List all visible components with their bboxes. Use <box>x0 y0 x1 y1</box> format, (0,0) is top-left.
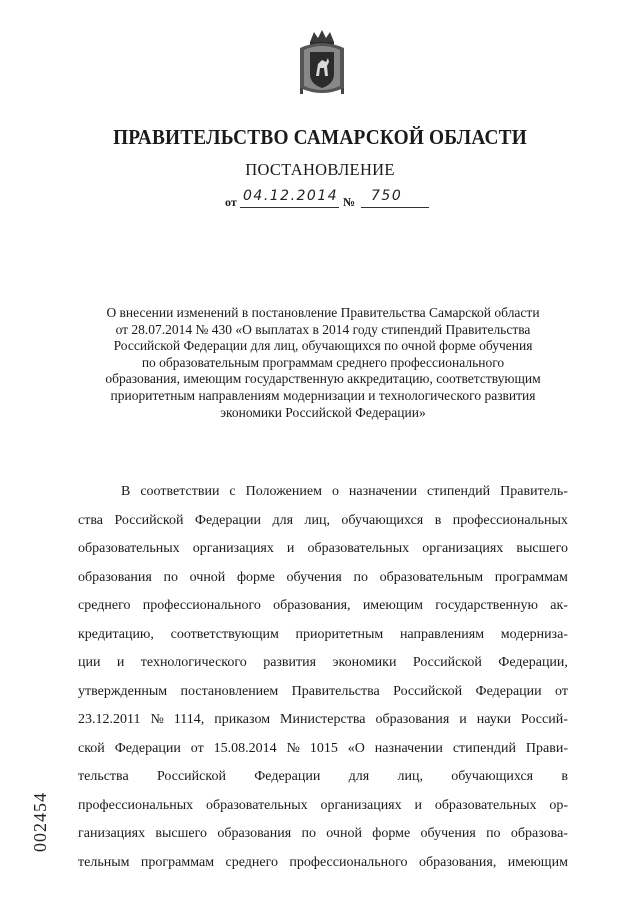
body-word: тельным <box>78 854 130 870</box>
body-word: и <box>116 655 125 670</box>
body-word: образования, <box>273 598 351 613</box>
body-word: организациях <box>320 797 402 813</box>
body-word: по <box>353 569 368 585</box>
handwritten-date: 04.12.2014 <box>243 188 339 204</box>
body-word: Федерации <box>475 683 542 699</box>
number-prefix: № <box>343 195 356 209</box>
body-word: Министерства <box>280 712 366 727</box>
organization-title: ПРАВИТЕЛЬСТВО САМАРСКОЙ ОБЛАСТИ <box>113 125 527 149</box>
body-word: профессиональных <box>452 512 568 528</box>
body-word: лиц, <box>397 769 423 784</box>
body-word: Федерации, <box>498 655 568 670</box>
handwritten-number: 750 <box>371 188 403 204</box>
body-word: ской <box>78 740 105 756</box>
body-word: образовательных <box>434 797 537 813</box>
subject-line: от 28.07.2014 № 430 «О выплатах в 2014 году стипендий Правительства <box>115 321 531 337</box>
body-word: Российской <box>393 683 463 699</box>
body-word: очной <box>326 826 362 841</box>
body-word: 1114, <box>173 712 205 727</box>
body-word: программам <box>140 854 215 870</box>
body-word: организациях <box>192 541 274 556</box>
body-word: обучения <box>286 569 342 585</box>
body-word: профессиональных <box>78 797 194 813</box>
body-word: образования <box>78 569 152 585</box>
body-word: развития <box>263 655 317 670</box>
body-word: образовательным <box>379 569 484 585</box>
subject-line: Российской Федерации для лиц, обучающихся по очной форме обучения <box>113 338 533 354</box>
body-word: «О <box>347 740 365 756</box>
body-word: технологического <box>140 655 247 670</box>
body-word: образования, <box>418 854 497 870</box>
document-type: ПОСТАНОВЛЕНИЕ <box>245 160 395 179</box>
body-word: среднего <box>78 598 131 613</box>
body-word: обучающихся <box>451 769 534 784</box>
body-word: ства <box>78 512 103 528</box>
body-word: Федерации <box>114 740 181 756</box>
body-word: от <box>190 740 204 756</box>
body-line <box>78 507 568 536</box>
body-word: утвержденным <box>78 683 168 699</box>
body-word: 15.08.2014 <box>213 740 277 756</box>
subject-line: образования, имеющим государственную аккредитацию, соответствующим <box>105 371 541 387</box>
body-word: образова- <box>510 826 568 841</box>
body-word: в <box>434 512 442 528</box>
body-word: Прави- <box>525 740 568 756</box>
body-line <box>78 621 568 650</box>
body-word: организациях <box>422 541 504 556</box>
date-underline <box>240 207 339 208</box>
coat-of-arms-icon <box>296 28 348 96</box>
body-word: высшего <box>516 541 568 556</box>
body-word: Федерации <box>254 769 321 784</box>
body-word: Россий- <box>521 712 568 727</box>
body-word: приоритетным <box>295 626 384 642</box>
body-word: по <box>486 826 501 841</box>
body-word: ции <box>78 655 101 670</box>
body-word: 1015 <box>309 740 338 756</box>
body-word: назначении <box>348 484 418 499</box>
body-word: Российской <box>412 655 482 670</box>
body-word: и <box>459 712 467 727</box>
body-word: экономики <box>332 655 397 670</box>
body-word: государственную <box>435 598 538 613</box>
body-word: Российской <box>114 512 184 528</box>
document-body <box>78 478 568 877</box>
body-word: программам <box>494 569 568 585</box>
body-word: имеющим <box>362 598 423 613</box>
document-subject <box>78 305 568 421</box>
body-word: профессионального <box>289 854 408 870</box>
date-number-line <box>225 188 430 212</box>
body-line <box>78 649 568 678</box>
body-word: образовательных <box>307 541 410 556</box>
body-word: ак- <box>550 598 568 613</box>
body-word: ор- <box>549 797 568 813</box>
body-word: о <box>331 484 339 499</box>
body-word: образования <box>375 712 450 727</box>
body-word: образовательных <box>78 541 180 556</box>
body-word: Положением <box>245 484 322 499</box>
body-word: с <box>229 484 236 499</box>
subject-line: экономики Российской Федерации» <box>220 404 426 420</box>
body-word: от <box>555 683 568 699</box>
body-word: соответствии <box>140 484 220 499</box>
body-line <box>78 763 568 792</box>
body-word: очной <box>189 569 226 585</box>
body-line <box>78 849 568 878</box>
body-word: образования <box>217 826 292 841</box>
body-word: модерниза- <box>500 626 568 642</box>
body-line <box>78 535 568 564</box>
body-word: Российской <box>156 769 226 784</box>
body-word: форме <box>372 826 411 841</box>
subject-line: приоритетным направлениям модернизации и технологического развития <box>110 387 536 403</box>
body-word: среднего <box>225 854 278 870</box>
body-word: и <box>414 797 422 813</box>
body-word: профессионального <box>142 598 261 613</box>
body-word: лиц, <box>304 512 330 528</box>
serial-number-text: 002454 <box>30 792 50 852</box>
body-line <box>78 478 568 507</box>
body-word: Правительства <box>291 683 380 699</box>
subject-line: по образовательным программам среднего профессионального <box>141 354 505 370</box>
body-word: тельства <box>78 769 129 784</box>
body-line <box>78 678 568 707</box>
body-word: № <box>286 740 300 756</box>
body-word: В <box>121 484 131 499</box>
body-word: стипендий <box>427 484 491 499</box>
body-word: высшего <box>155 826 208 841</box>
body-word: кредитацию, <box>78 626 154 642</box>
body-word: 23.12.2011 <box>78 712 141 727</box>
body-line <box>78 592 568 621</box>
body-word: для <box>272 512 294 528</box>
body-word: направлениям <box>399 626 485 642</box>
body-word: стипендий <box>452 740 516 756</box>
body-word: Федерации <box>194 512 262 528</box>
body-line <box>78 820 568 849</box>
number-underline <box>361 207 429 208</box>
body-word: имеющим <box>507 854 568 870</box>
body-word: обучения <box>420 826 476 841</box>
body-line <box>78 564 568 593</box>
body-line <box>78 706 568 735</box>
body-word: и <box>286 541 295 556</box>
body-word: № <box>150 712 164 727</box>
body-word: образовательных <box>206 797 308 813</box>
body-word: обучающихся <box>341 512 424 528</box>
body-word: соответствующим <box>170 626 279 642</box>
body-word: науки <box>476 712 512 727</box>
body-word: в <box>561 769 568 784</box>
body-line <box>78 792 568 821</box>
body-word: форме <box>236 569 275 585</box>
body-word: по <box>163 569 178 585</box>
body-word: Правитель- <box>500 484 568 499</box>
body-word: постановлением <box>180 683 279 699</box>
date-prefix: от <box>225 195 237 209</box>
body-line <box>78 735 568 764</box>
body-word: ганизациях <box>78 826 146 841</box>
body-word: для <box>348 769 370 784</box>
body-word: приказом <box>214 712 271 727</box>
subject-line: О внесении изменений в постановление Правительства Самарской области <box>106 305 540 320</box>
body-word: назначении <box>374 740 443 756</box>
body-word: по <box>301 826 316 841</box>
